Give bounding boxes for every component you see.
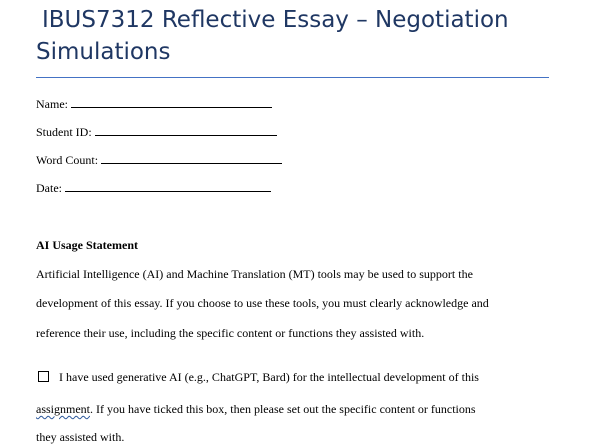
ai-usage-paragraph-line-3: reference their use, including the specific content or functions they assisted with. — [36, 326, 425, 340]
date-blank-line[interactable] — [65, 181, 271, 192]
ai-checkbox-line-2 — [36, 402, 476, 416]
title-line-2: Simulations — [36, 39, 171, 65]
name-field — [36, 97, 272, 111]
ai-usage-paragraph-line-2: development of this essay. If you choose to use these tools, you must clearly acknowledge and — [36, 296, 489, 310]
word-count-label: Word Count: — [36, 153, 99, 167]
word-count-field — [36, 153, 282, 167]
ai-checkbox-row — [36, 370, 479, 384]
student-id-blank-line[interactable] — [95, 125, 277, 136]
ai-usage-paragraph-line-1: Artificial Intelligence (AI) and Machine Translation (MT) tools may be used to support the — [36, 267, 473, 281]
spellcheck-word: assignment — [36, 402, 90, 416]
student-id-label: Student ID: — [36, 125, 92, 139]
title-underline-rule — [36, 77, 549, 78]
title-line-1: IBUS7312 Reflective Essay – Negotiation — [42, 7, 509, 33]
ai-checkbox-line-2-rest: . If you have ticked this box, then please set out the specific content or functions — [90, 402, 476, 416]
name-label: Name: — [36, 97, 68, 111]
ai-usage-checkbox[interactable] — [38, 371, 49, 382]
date-label: Date: — [36, 181, 62, 195]
date-field — [36, 181, 271, 195]
ai-checkbox-line-3: they assisted with. — [36, 430, 125, 444]
ai-checkbox-line-1: I have used generative AI (e.g., ChatGPT, Bard) for the intellectual development of this — [59, 370, 479, 384]
ai-usage-heading: AI Usage Statement — [36, 238, 138, 252]
student-id-field — [36, 125, 277, 139]
document-title — [36, 4, 556, 68]
name-blank-line[interactable] — [71, 97, 272, 108]
word-count-blank-line[interactable] — [101, 153, 282, 164]
